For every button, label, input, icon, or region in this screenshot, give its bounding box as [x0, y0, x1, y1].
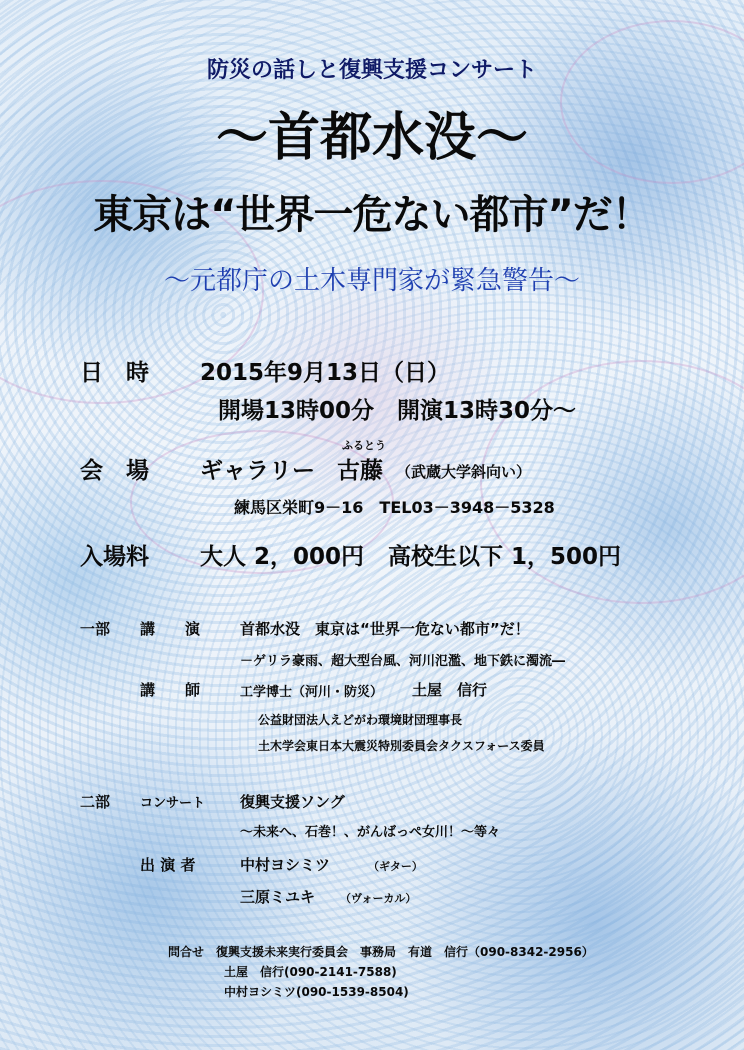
part1-label: 一部 — [80, 620, 111, 638]
contact-line-3: 中村ヨシミツ(090-1539-8504) — [224, 985, 409, 999]
event-title: 防災の話しと復興支援コンサート — [206, 58, 537, 83]
venue-name-main: 古藤 — [337, 458, 383, 484]
fee-adult: 大人 2，000円 — [200, 544, 365, 570]
part2-kind: コンサート — [140, 796, 206, 811]
speaker-label: 講 師 — [140, 681, 201, 699]
fee-label: 入場料 — [80, 544, 149, 570]
venue-ruby: ふるとう — [342, 439, 386, 452]
venue-note: （武蔵大学斜向い） — [396, 463, 532, 481]
performer-1-name: 中村ヨシミツ — [240, 856, 331, 874]
part1-title: 首都水没 東京は“世界一危ない都市”だ！ — [240, 620, 530, 638]
part2-label: 二部 — [80, 793, 111, 811]
performer-label: 出 演 者 — [140, 856, 196, 874]
performer-2-role: （ヴォーカル） — [340, 892, 417, 905]
venue-name-prefix: ギャラリー — [200, 458, 315, 484]
part2-title: 復興支援ソング — [240, 793, 345, 811]
time-value: 開場13時00分 開演13時30分～ — [218, 398, 577, 424]
fee-student: 高校生以下 1，500円 — [388, 544, 622, 570]
headline: 東京は“世界一危ない都市”だ！ — [93, 192, 651, 238]
main-title: ～首都水没～ — [215, 108, 528, 168]
date-value: 2015年9月13日（日） — [200, 360, 451, 386]
performer-1-role: （ギター） — [368, 860, 423, 873]
speaker-role-2: 土木学会東日本大震災特別委員会タクスフォース委員 — [258, 739, 545, 753]
part1-kind: 講 演 — [140, 620, 201, 638]
performer-2-name: 三原ミユキ — [240, 888, 316, 906]
date-label: 日 時 — [80, 360, 149, 386]
part1-subtitle: －ゲリラ豪雨、超大型台風、河川氾濫、地下鉄に濁流― — [240, 654, 566, 669]
contact-line-1: 問合せ 復興支援未来実行委員会 事務局 有道 信行（090-8342-2956） — [168, 945, 594, 959]
speaker-credential: 工学博士（河川・防災） — [240, 685, 384, 700]
contact-line-2: 土屋 信行(090-2141-7588) — [224, 965, 397, 979]
speaker-name: 土屋 信行 — [412, 681, 488, 699]
venue-label: 会 場 — [80, 458, 149, 484]
part2-songs: ～未来へ、石巻！、がんばっぺ女川！～等々 — [240, 825, 501, 840]
speaker-role-1: 公益財団法人えどがわ環境財団理事長 — [258, 713, 463, 727]
tagline: ～元都庁の土木専門家が緊急警告～ — [163, 266, 580, 296]
venue-address: 練馬区栄町9－16 TEL03－3948－5328 — [234, 498, 555, 517]
